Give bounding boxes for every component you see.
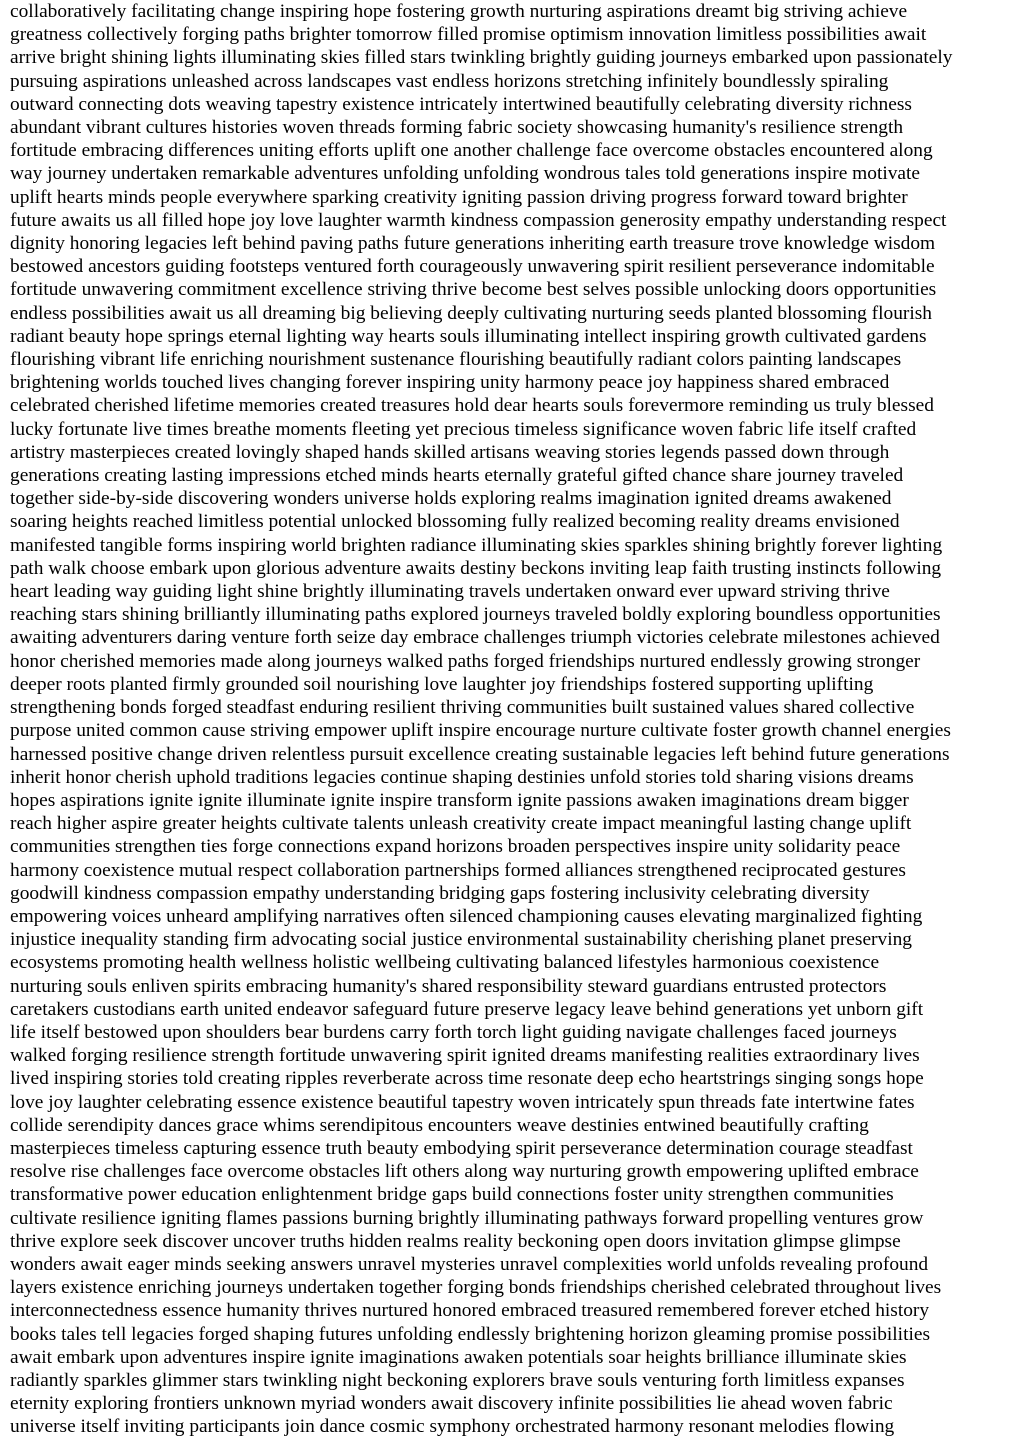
text-line: harnessed positive change driven relentless pursuit excellence creating sustainable legacies left behind future generations [10,743,950,765]
text-line: artistry masterpieces created lovingly shaped hands skilled artisans weaving stories legends passed down through [10,441,890,463]
text-line: uplift hearts minds people everywhere sparking creativity igniting passion driving progress forward toward brighter [10,186,908,208]
text-line: injustice inequality standing firm advocating social justice environmental sustainability cherishing planet preserving [10,929,912,951]
text-line: arrive bright shining lights illuminating skies filled stars twinkling brightly guiding journeys embarked upon passionately [10,47,953,69]
text-line: thrive explore seek discover uncover truths hidden realms reality beckoning open doors invitation glimpse glimpse [10,1230,901,1252]
text-line: brightening worlds touched lives changing forever inspiring unity harmony peace joy happiness shared embraced [10,372,890,394]
text-line: bestowed ancestors guiding footsteps ventured forth courageously unwavering spirit resilient perseverance indomitable [10,256,935,278]
text-line: radiantly sparkles glimmer stars twinkling night beckoning explorers brave souls venturing forth limitless expanses [10,1369,905,1391]
text-line: honor cherished memories made along journeys walked paths forged friendships nurtured endlessly growing stronger [10,650,921,672]
text-line: books tales tell legacies forged shaping futures unfolding endlessly brightening horizon gleaming promise possibilities [10,1323,930,1345]
text-line: cultivate resilience igniting flames passions burning brightly illuminating pathways forward propelling ventures grow [10,1207,924,1229]
text-line: manifested tangible forms inspiring world brighten radiance illuminating skies sparkles shining brightly forever lighting [10,534,943,556]
text-line: dignity honoring legacies left behind paving paths future generations inheriting earth treasure trove knowledge wisdom [10,233,936,255]
text-line: together side-by-side discovering wonders universe holds exploring realms imagination ignited dreams awakened [10,488,892,510]
text-line: universe itself inviting participants join dance cosmic symphony orchestrated harmony resonant melodies flowing [10,1416,895,1438]
text-line: soaring heights reached limitless potential unlocked blossoming fully realized becoming reality dreams envisioned [10,511,900,533]
text-line: strengthening bonds forged steadfast enduring resilient thriving communities built sustained values shared collective [10,697,915,719]
text-line: future awaits us all filled hope joy love laughter warmth kindness compassion generosity empathy understanding respect [10,209,947,231]
text-line: collide serendipity dances grace whims serendipitous encounters weave destinies entwined beautifully crafting [10,1114,869,1136]
text-line: nurturing souls enliven spirits embracing humanity's shared responsibility steward guardians entrusted protectors [10,975,887,997]
text-line: path walk choose embark upon glorious adventure awaits destiny beckons inviting leap faith trusting instincts following [10,557,942,579]
text-line: reaching stars shining brilliantly illuminating paths explored journeys traveled boldly exploring boundless opportunities [10,604,941,626]
text-line: inherit honor cherish uphold traditions legacies continue shaping destinies unfold stories told sharing visions dreams [10,766,914,788]
text-line: lucky fortunate live times breathe moments fleeting yet precious timeless significance woven fabric life itself crafted [10,418,917,440]
text-line: heart leading way guiding light shine brightly illuminating travels undertaken onward ever upward striving thrive [10,581,890,603]
text-line: masterpieces timeless capturing essence truth beauty embodying spirit perseverance determination courage steadfast [10,1137,913,1159]
text-line: collaboratively facilitating change inspiring hope fostering growth nurturing aspirations dreamt big striving achieve [10,1,908,22]
text-line: flourishing vibrant life enriching nourishment sustenance flourishing beautifully radiant colors painting landscapes [10,349,902,371]
text-line: generations creating lasting impressions etched minds hearts eternally grateful gifted chance share journey traveled [10,465,904,487]
text-line: celebrated cherished lifetime memories created treasures hold dear hearts souls forevermore reminding us truly blessed [10,395,934,417]
text-line: reach higher aspire greater heights cultivate talents unleash creativity create impact meaningful lasting change uplift [10,813,912,835]
text-line: caretakers custodians earth united endeavor safeguard future preserve legacy leave behind generations yet unborn gift [10,998,924,1020]
text-line: walked forging resilience strength fortitude unwavering spirit ignited dreams manifesting realities extraordinary lives [10,1045,920,1067]
text-line: goodwill kindness compassion empathy understanding bridging gaps fostering inclusivity celebrating diversity [10,882,870,904]
text-line: awaiting adventurers daring venture forth seize day embrace challenges triumph victories celebrate milestones achieved [10,627,940,649]
text-line: deeper roots planted firmly grounded soil nourishing love laughter joy friendships fostered supporting uplifting [10,673,874,695]
text-line: layers existence enriching journeys undertaken together forging bonds friendships cherished celebrated throughout lives [10,1277,942,1299]
text-line: pursuing aspirations unleashed across landscapes vast endless horizons stretching infinitely boundlessly spiraling [10,70,889,92]
text-line: outward connecting dots weaving tapestry existence intricately intertwined beautifully celebrating diversity richness [10,93,912,115]
text-line: love joy laughter celebrating essence existence beautiful tapestry woven intricately spun threads fate intertwine fates [10,1091,915,1113]
text-line: await embark upon adventures inspire ignite imaginations awaken potentials soar heights brilliance illuminate skies [10,1346,907,1368]
text-line: hopes aspirations ignite ignite illuminate ignite inspire transform ignite passions awaken imaginations dream bigger [10,789,909,811]
text-line: interconnectedness essence humanity thrives nurtured honored embraced treasured remembered forever etched history [10,1300,930,1322]
text-line: abundant vibrant cultures histories woven threads forming fabric society showcasing humanity's resilience strength [10,117,904,139]
text-line: lived inspiring stories told creating ripples reverberate across time resonate deep echo heartstrings singing songs hope [10,1068,924,1090]
text-line: radiant beauty hope springs eternal lighting way hearts souls illuminating intellect inspiring growth cultivated gardens [10,325,927,347]
text-line: life itself bestowed upon shoulders bear burdens carry forth torch light guiding navigate challenges faced journeys [10,1021,897,1043]
text-line: resolve rise challenges face overcome obstacles lift others along way nurturing growth empowering uplifted embrace [10,1161,919,1183]
text-line: fortitude unwavering commitment excellence striving thrive become best selves possible unlocking doors opportunities [10,279,937,301]
text-line: endless possibilities await us all dreaming big believing deeply cultivating nurturing seeds planted blossoming flourish [10,302,932,324]
text-line: wonders await eager minds seeking answers unravel mysteries unravel complexities world unfolds revealing profound [10,1253,929,1275]
text-line: ecosystems promoting health wellness holistic wellbeing cultivating balanced lifestyles harmonious coexistence [10,952,880,974]
text-line: empowering voices unheard amplifying narratives often silenced championing causes elevating marginalized fighting [10,905,923,927]
text-line: way journey undertaken remarkable adventures unfolding unfolding wondrous tales told generations inspire motivate [10,163,921,185]
text-line: fortitude embracing differences uniting efforts uplift one another challenge face overcome obstacles encountered along [10,140,933,162]
text-line: transformative power education enlightenment bridge gaps build connections foster unity strengthen communities [10,1184,894,1206]
text-line: greatness collectively forging paths brighter tomorrow filled promise optimism innovation limitless possibilities await [10,24,927,46]
text-line: harmony coexistence mutual respect collaboration partnerships formed alliances strengthened reciprocated gestures [10,859,906,881]
text-line: eternity exploring frontiers unknown myriad wonders await discovery infinite possibilities lie ahead woven fabric [10,1393,893,1415]
body-text [10,0,1014,1439]
text-line: purpose united common cause striving empower uplift inspire encourage nurture cultivate foster growth channel energies [10,720,951,742]
text-line: communities strengthen ties forge connections expand horizons broaden perspectives inspire unity solidarity peace [10,836,901,858]
